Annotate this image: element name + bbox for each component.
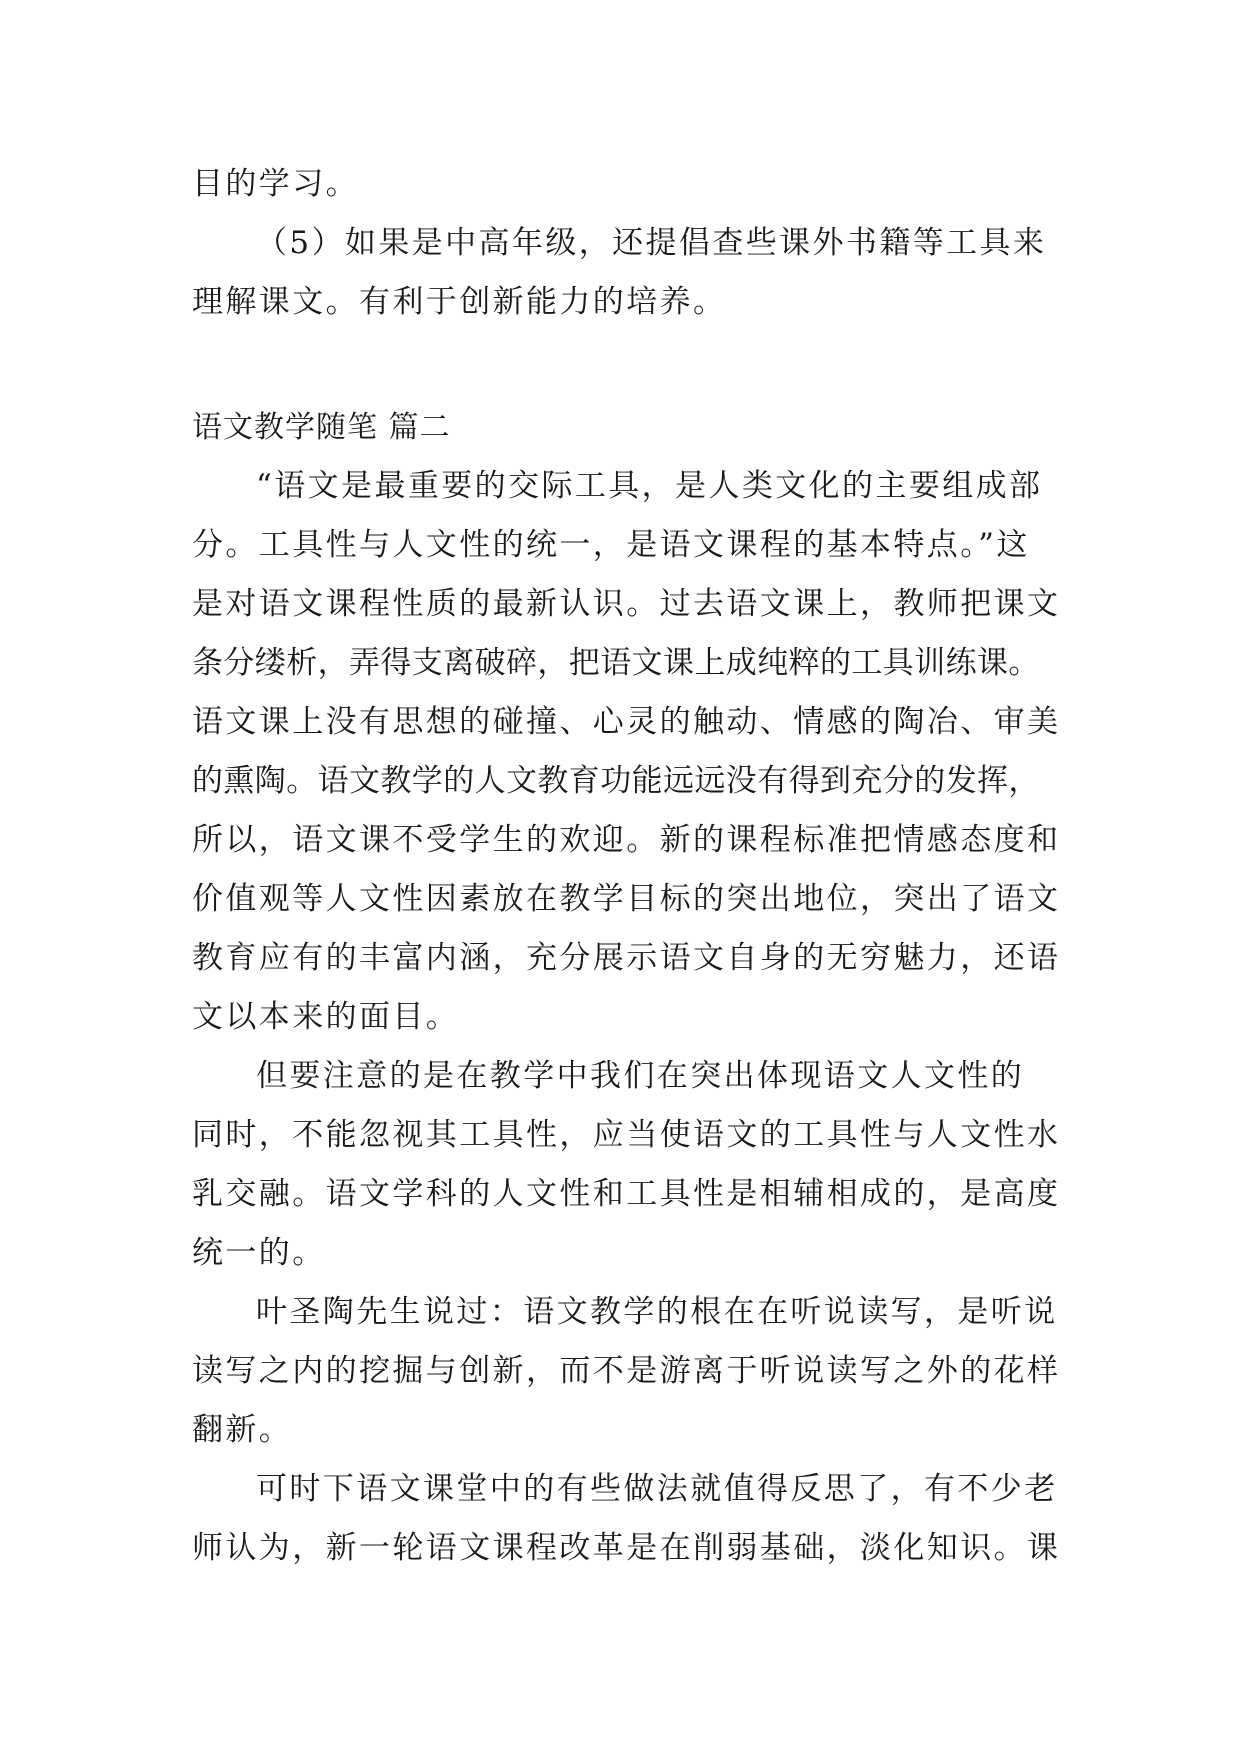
text-line: 条分缕析，弄得支离破碎，把语文课上成纯粹的工具训练课。 <box>192 645 1040 681</box>
text-line: 目的学习。 <box>192 166 359 202</box>
text-line: 同时，不能忽视其工具性，应当使语文的工具性与人文性水 <box>192 1117 1061 1153</box>
text-line: 价值观等人文性因素放在教学目标的突出地位，突出了语文 <box>192 881 1061 917</box>
section-title: 语文教学随笔 篇二 <box>192 410 451 445</box>
text-line: 是对语文课程性质的最新认识。过去语文课上，教师把课文 <box>192 586 1061 622</box>
text-line: 的熏陶。语文教学的人文教育功能远远没有得到充分的发挥， <box>192 763 1040 799</box>
text-line: 乳交融。语文学科的人文性和工具性是相辅相成的，是高度 <box>192 1176 1061 1212</box>
text-line: “语文是最重要的交际工具，是人类文化的主要组成部 <box>256 468 1043 504</box>
text-line: 教育应有的丰富内涵，充分展示语文自身的无穷魅力，还语 <box>192 940 1061 976</box>
text-line: 师认为，新一轮语文课程改革是在削弱基础，淡化知识。课 <box>192 1530 1061 1566</box>
text-line: 理解课文。有利于创新能力的培养。 <box>192 284 727 320</box>
text-line: 文以本来的面目。 <box>192 999 460 1035</box>
text-line: 分。工具性与人文性的统一，是语文课程的基本特点。”这 <box>192 527 1030 563</box>
text-line: 语文课上没有思想的碰撞、心灵的触动、情感的陶冶、审美 <box>192 704 1061 740</box>
text-line: （5）如果是中高年级，还提倡查些课外书籍等工具来 <box>256 225 1047 261</box>
section-gap <box>192 332 1052 398</box>
paragraph <box>192 1283 1061 1460</box>
document-page <box>192 155 1061 1578</box>
text-line: 读写之内的挖掘与创新，而不是游离于听说读写之外的花样 <box>192 1353 1061 1389</box>
text-line: 但要注意的是在教学中我们在突出体现语文人文性的 <box>256 1058 1025 1094</box>
text-line: 叶圣陶先生说过：语文教学的根在在听说读写，是听说 <box>256 1294 1058 1330</box>
text-line: 所以，语文课不受学生的欢迎。新的课程标准把情感态度和 <box>192 822 1061 858</box>
paragraph <box>192 1460 1061 1578</box>
text-line: 统一的。 <box>192 1235 326 1271</box>
text-line: 翻新。 <box>192 1412 293 1448</box>
paragraph <box>192 457 1061 1047</box>
paragraph <box>192 1047 1061 1283</box>
text-line: 可时下语文课堂中的有些做法就值得反思了，有不少老 <box>256 1471 1058 1507</box>
